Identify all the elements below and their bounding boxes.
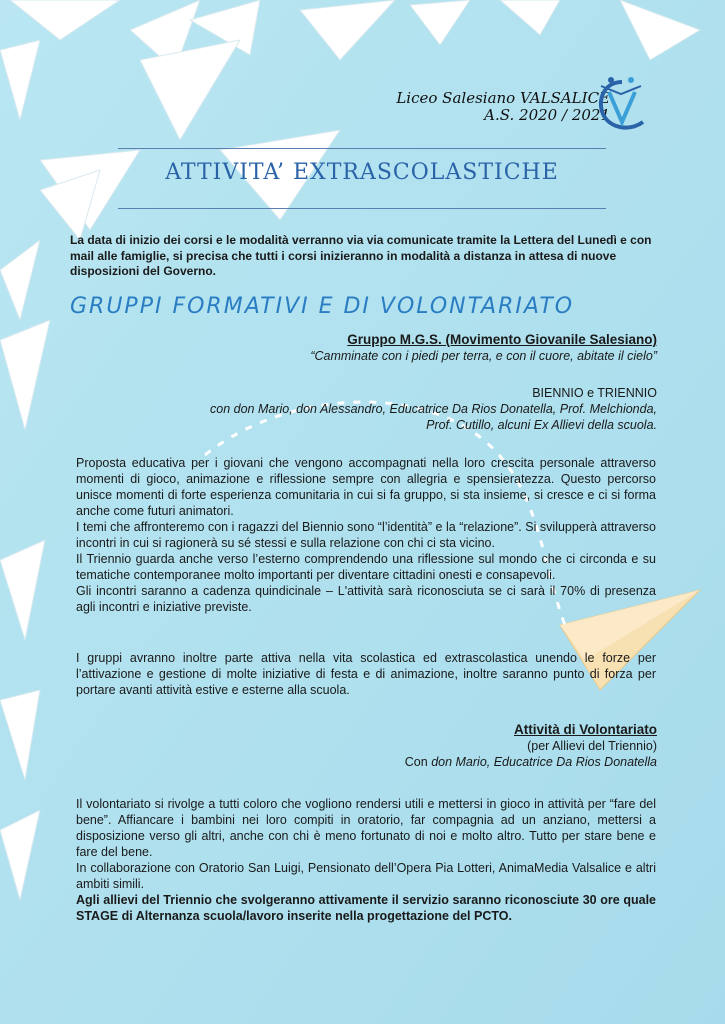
school-logo <box>589 72 655 138</box>
mgs-paragraph: Il Triennio guarda anche verso l’esterno comprendendo una riflessione sul mondo che ci circonda e su tematiche contemporanee molto importanti per diventare cittadini onesti e consapevoli. <box>76 552 656 582</box>
volontariato-paragraph: Il volontariato si rivolge a tutti coloro che vogliono rendersi utili e mettersi in gioco in attività per “fare del bene”. Affiancare i bambini nei loro compiti in oratorio, far compagnia ad un anziano, mettersi a disposizione verso gli altri, anche con chi è meno fortunato di noi e molto altro. Tutto per stare bene e fare del bene. <box>76 797 656 859</box>
mgs-heading: Gruppo M.G.S. (Movimento Giovanile Salesiano) <box>347 332 657 347</box>
volontariato-staff <box>405 754 657 770</box>
mgs-paragraph: Gli incontri saranno a cadenza quindicinale – L'attività sarà riconosciuta se ci sarà il 70% di presenza agli incontri e iniziative previste. <box>76 584 656 614</box>
mgs-staff <box>210 385 657 433</box>
page-title: ATTIVITA’ EXTRASCOLASTICHE <box>165 160 559 185</box>
intro-notice: La data di inizio dei corsi e le modalità verranno via via comunicate tramite la Lettera del Lunedì e con mail alle famiglie, si precisa che tutti i corsi inizieranno in modalità a distanza in attesa di nuove disposizioni del Governo. <box>70 233 652 278</box>
title-rule-top <box>118 148 606 149</box>
mgs-description <box>76 455 656 615</box>
title-rule-bottom <box>118 208 606 209</box>
mgs-staff-line-1: con don Mario, don Alessandro, Educatrice Da Rios Donatella, Prof. Melchionda, <box>210 402 657 416</box>
volontariato-stage-note: Agli allievi del Triennio che svolgeranno attivamente il servizio saranno riconosciute 30 ore quale STAGE di Alternanza scuola/lavoro inserite nella progettazione del PCTO. <box>76 893 656 923</box>
school-header <box>396 90 610 124</box>
mgs-header <box>310 332 657 364</box>
volontariato-audience: (per Allievi del Triennio) <box>527 739 657 753</box>
school-name: Liceo Salesiano VALSALICE <box>396 89 610 107</box>
volontariato-description <box>76 796 656 924</box>
mgs-paragraph: Proposta educativa per i giovani che vengono accompagnati nella loro crescita personale attraverso momenti di gioco, animazione e riflessione sempre con allegria e spensieratezza. Questo percorso unisce momenti di forte esperienza comunitaria in cui si fa gruppo, si sta insieme, si cresce e ci si forma anche come futuri animatori. <box>76 456 656 518</box>
mgs-level: BIENNIO e TRIENNIO <box>532 386 657 400</box>
section-title: GRUPPI FORMATIVI E DI VOLONTARIATO <box>70 294 575 319</box>
volontariato-header <box>405 722 657 770</box>
mgs-paragraph: I temi che affronteremo con i ragazzi del Biennio sono “l’identità” e la “relazione”. Si svilupperà attraverso incontri in cui si ragionerà su sé stessi e sulla relazione con chi ci sta vicino. <box>76 520 656 550</box>
volontariato-heading: Attività di Volontariato <box>513 722 657 737</box>
mgs-staff-line-2: Prof. Cutillo, alcuni Ex Allievi della scuola. <box>426 418 657 432</box>
volontariato-paragraph: In collaborazione con Oratorio San Luigi, Pensionato dell’Opera Pia Lotteri, AnimaMedia Valsalice e altri ambiti simili. <box>76 861 656 891</box>
volontariato-staff-names: don Mario, Educatrice Da Rios Donatella <box>431 755 657 769</box>
mgs-quote: “Camminate con i piedi per terra, e con il cuore, abitate il cielo” <box>310 349 657 363</box>
volontariato-staff-prefix: Con <box>404 755 432 769</box>
school-year: A.S. 2020 / 2021 <box>484 106 610 124</box>
mgs-closing: I gruppi avranno inoltre parte attiva nella vita scolastica ed extrascolastica unendo le forze per l’attivazione e gestione di molte iniziative di festa e di animazione, inoltre saranno punto di forza per portare avanti attività estive e esterne alla scuola. <box>76 651 656 697</box>
